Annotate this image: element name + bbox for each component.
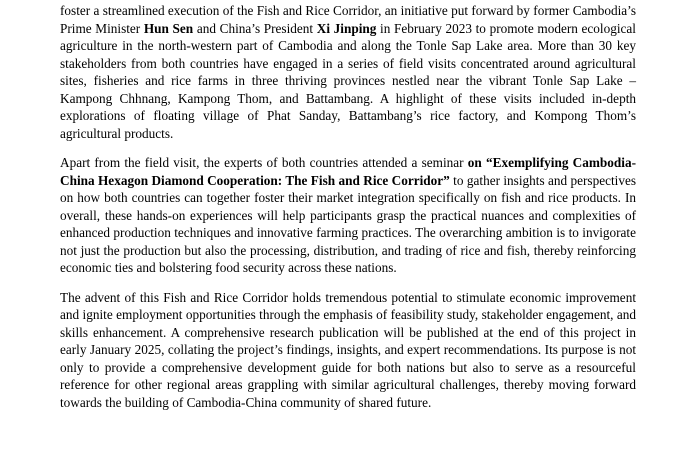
paragraph-text: in February 2023 to promote modern ecological agriculture in the north-western part of Cambodia and along the Tonle Sap Lake area. More than 30 key stakeholders from both countries have engaged in a series of field visits concentrated around agricultural sites, fisheries and rice farms in three thriving provinces nestled near the vibrant Tonle Sap Lake – Kampong Chhnang, Kampong Thom, and Battambang. A highlight of these visits included in-depth explorations of floating village of Phat Sanday, Battambang’s rice factory, and Kompong Thom’s agricultural products.: [60, 20, 636, 141]
paragraph-text: and China’s President: [193, 20, 317, 36]
paragraph-2: [60, 154, 636, 277]
paragraph-3: [60, 289, 636, 412]
paragraph-text: Apart from the field visit, the experts of both countries attended a seminar: [60, 155, 468, 170]
bold-name-xi-jinping: Xi Jinping: [316, 20, 377, 36]
paragraph-1: [60, 2, 636, 142]
paragraph-text: to gather insights and perspectives on how both countries can together foster their market integration specifically on fish and rice products. In overall, these hands-on experiences will help participants grasp the practical nuances and complexities of enhanced production techniques and innovative farming practices. The overarching ambition is to invigorate not just the production but also the processing, distribution, and trading of rice and fish, thereby reinforcing economic ties and bolstering food security across these nations.: [60, 172, 636, 275]
bold-seminar-title: on “Exemplifying Cambodia-China Hexagon Diamond Cooperation: The Fish and Rice Corridor”: [60, 155, 636, 188]
paragraph-text: The advent of this Fish and Rice Corridor holds tremendous potential to stimulate economic improvement and ignite employment opportunities through the emphasis of feasibility study, stakeholder engagement, and skills enhancement. A comprehensive research publication will be published at the end of this project in early January 2025, collating the project’s findings, insights, and expert recommendations. Its purpose is not only to provide a comprehensive development guide for both nations but also to serve as a resourceful reference for other regional areas grappling with similar agricultural challenges, thereby moving forward towards the building of Cambodia-China community of shared future.: [60, 289, 636, 410]
document-page: [60, 2, 636, 423]
bold-name-hun-sen: Hun Sen: [143, 20, 194, 36]
paragraph-text: foster a streamlined execution of the Fish and Rice Corridor, an initiative put forward by former Cambodia’s Prime Minister: [60, 3, 636, 36]
